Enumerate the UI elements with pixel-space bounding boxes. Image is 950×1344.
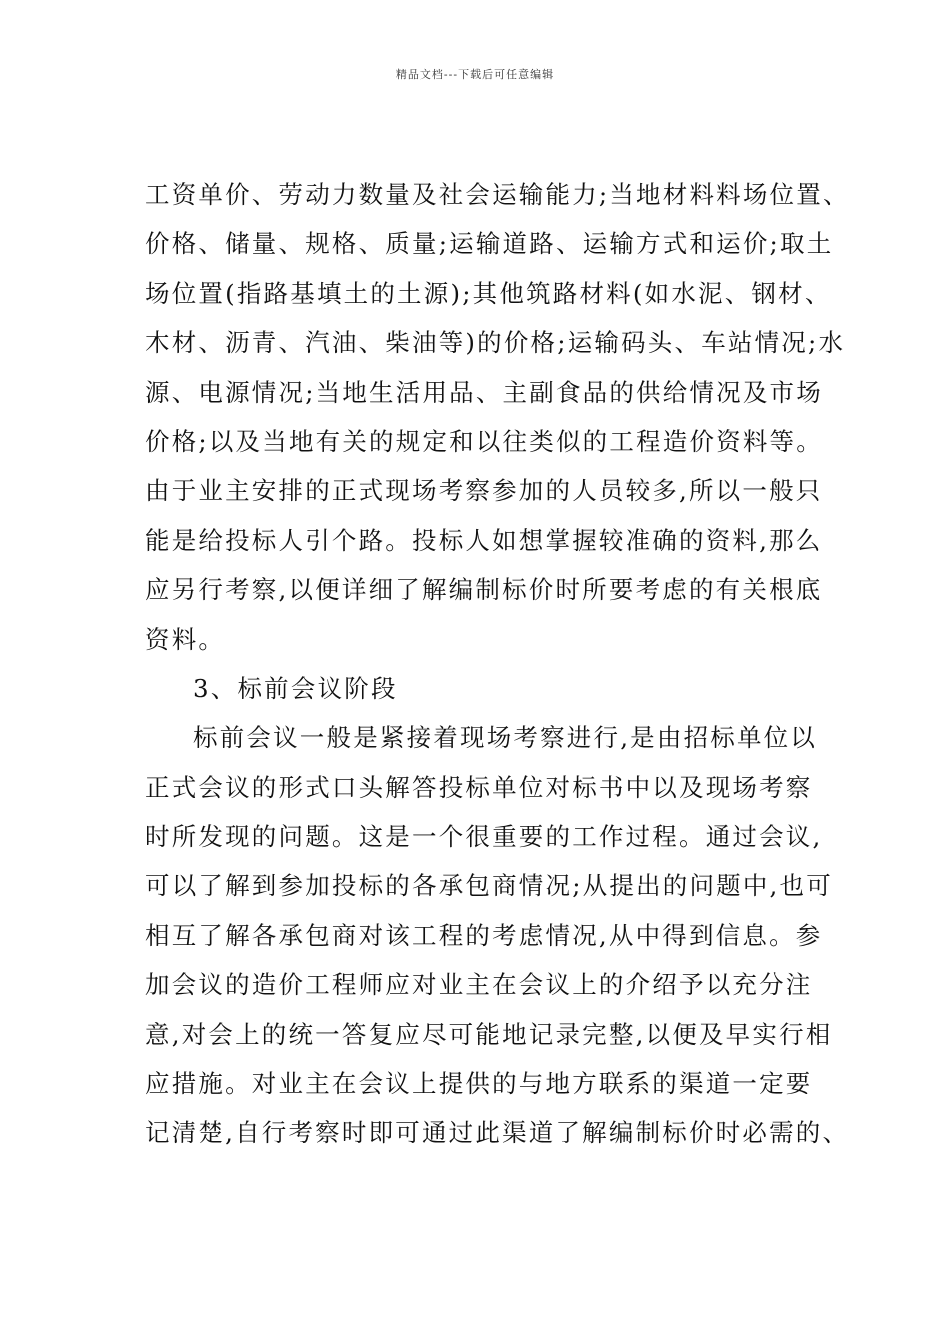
text-line: 时所发现的问题。这是一个很重要的工作过程。通过会议, [145, 822, 823, 852]
text-line: 工资单价、劳动力数量及社会运输能力;当地材料料场位置、 [145, 180, 850, 209]
text-line: 加会议的造价工程师应对业主在会议上的介绍予以充分注 [145, 970, 813, 1000]
text-line: 价格、储量、规格、质量;运输道路、运输方式和运价;取土 [145, 229, 834, 259]
text-line: 可以了解到参加投标的各承包商情况;从提出的问题中,也可 [145, 871, 833, 901]
text-line: 应另行考察,以便详细了解编制标价时所要考虑的有关根底 [145, 575, 823, 605]
text-line: 由于业主安排的正式现场考察参加的人员较多,所以一般只 [145, 476, 823, 506]
page-header: 精品文档---下载后可任意编辑 [395, 68, 555, 81]
text-line: 标前会议一般是紧接着现场考察进行,是由招标单位以 [193, 723, 818, 753]
text-line: 应措施。对业主在会议上提供的与地方联系的渠道一定要 [145, 1069, 813, 1099]
text-line: 价格;以及当地有关的规定和以往类似的工程造价资料等。 [145, 426, 823, 456]
text-line: 木材、沥青、汽油、柴油等)的价格;运输码头、车站情况;水 [145, 328, 846, 358]
text-line: 记清楚,自行考察时即可通过此渠道了解编制标价时必需的、 [145, 1118, 850, 1148]
text-line: 资料。 [145, 624, 226, 654]
section-heading: 3、标前会议阶段 [193, 673, 398, 703]
document-body [145, 170, 850, 1158]
text-line: 能是给投标人引个路。投标人如想掌握较准确的资料,那么 [145, 525, 823, 555]
text-line: 源、电源情况;当地生活用品、主副食品的供给情况及市场 [145, 377, 823, 407]
text-line: 正式会议的形式口头解答投标单位对标书中以及现场考察 [145, 772, 813, 802]
text-line: 相互了解各承包商对该工程的考虑情况,从中得到信息。参 [145, 920, 823, 950]
text-line: 意,对会上的统一答复应尽可能地记录完整,以便及早实行相 [145, 1019, 833, 1049]
text-line: 场位置(指路基填土的土源);其他筑路材料(如水泥、钢材、 [145, 278, 832, 308]
